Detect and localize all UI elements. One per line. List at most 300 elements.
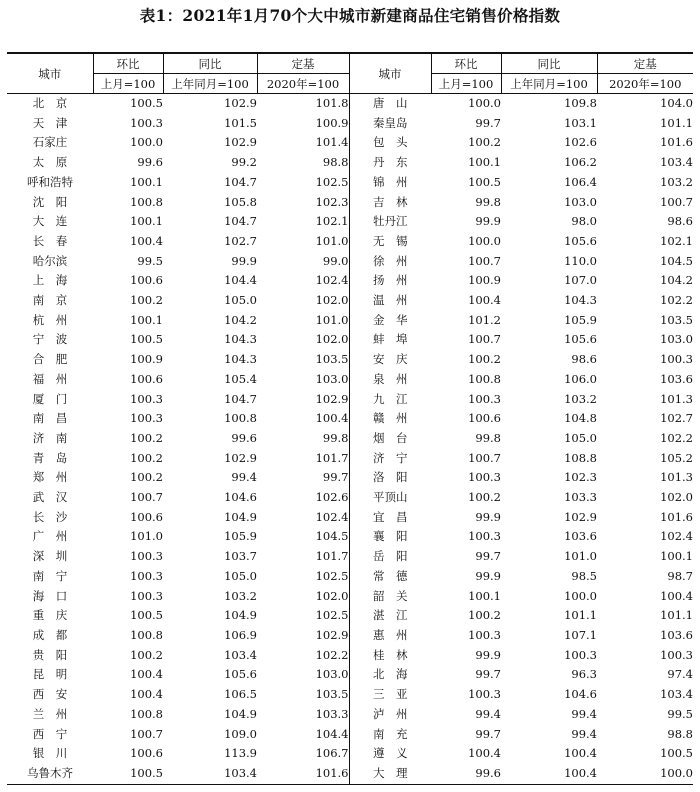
left-fixed-cell: 102.0 — [315, 293, 349, 308]
right-city-cell: 襄 阳 — [349, 527, 431, 547]
right-yoy-base: 上年同月=100 — [501, 74, 597, 94]
right-yoy-cell: 98.0 — [571, 214, 597, 229]
left-mom-cell: 100.4 — [130, 687, 163, 702]
left-fixed-header: 定基 — [257, 53, 349, 74]
right-mom-cell: 99.7 — [475, 115, 501, 130]
right-yoy-cell: 102.3 — [564, 470, 597, 485]
left-yoy-cell: 109.0 — [224, 726, 257, 741]
left-city-cell: 杭 州 — [32, 312, 68, 327]
right-yoy-cell: 98.5 — [571, 568, 597, 583]
left-city-cell: 呼和浩特 — [27, 174, 73, 189]
right-fixed-cell: 100.5 — [660, 746, 693, 761]
right-yoy-cell: 103.2 — [564, 391, 597, 406]
right-city-cell: 扬 州 — [349, 271, 431, 291]
left-fixed-cell: 102.6 — [315, 490, 349, 505]
left-yoy-cell: 105.0 — [224, 293, 257, 308]
right-fixed-cell: 101.1 — [660, 115, 693, 130]
right-yoy-cell: 107.1 — [564, 627, 597, 642]
left-mom-cell: 100.9 — [130, 352, 163, 367]
right-mom-cell: 100.4 — [468, 746, 501, 761]
left-mom-cell: 100.3 — [130, 411, 163, 426]
right-mom-cell: 100.2 — [468, 135, 501, 150]
table-row — [7, 449, 693, 469]
right-fixed-header: 定基 — [597, 53, 693, 74]
right-city-cell: 洛 阳 — [349, 468, 431, 488]
right-yoy-cell: 103.1 — [564, 115, 597, 130]
right-city-cell: 岳 阳 — [349, 547, 431, 567]
left-city-cell: 宁 波 — [32, 332, 68, 347]
right-yoy-cell: 105.0 — [564, 430, 597, 445]
left-yoy-cell: 104.4 — [224, 273, 257, 288]
left-fixed-cell: 104.5 — [315, 529, 349, 544]
left-city-cell: 福 州 — [32, 371, 68, 386]
table-row — [7, 685, 693, 705]
right-fixed-cell: 101.1 — [660, 608, 693, 623]
left-yoy-cell: 102.9 — [224, 96, 257, 110]
table-row — [7, 468, 693, 488]
left-yoy-cell: 102.9 — [224, 135, 257, 150]
left-yoy-header: 同比 — [163, 53, 257, 74]
left-mom-header: 环比 — [93, 53, 163, 74]
left-city-cell: 兰 州 — [32, 706, 68, 721]
table-row — [7, 311, 693, 331]
right-mom-cell: 100.2 — [468, 490, 501, 505]
right-fixed-cell: 100.1 — [660, 549, 693, 564]
right-fixed-cell: 102.2 — [660, 293, 693, 308]
left-fixed-cell: 102.9 — [315, 627, 349, 642]
table-row — [7, 409, 693, 429]
left-mom-cell: 100.3 — [130, 588, 163, 603]
right-mom-cell: 100.5 — [468, 174, 501, 189]
right-fixed-cell: 103.4 — [660, 155, 693, 170]
right-mom-cell: 100.3 — [468, 391, 501, 406]
table-row — [7, 390, 693, 410]
right-mom-cell: 100.8 — [468, 371, 501, 386]
table-row — [7, 153, 693, 173]
left-yoy-cell: 101.5 — [224, 115, 257, 130]
right-city-cell: 牡丹江 — [349, 212, 431, 232]
left-mom-cell: 100.8 — [130, 194, 163, 209]
left-yoy-cell: 103.7 — [224, 549, 257, 564]
right-city-cell: 温 州 — [349, 291, 431, 311]
right-city-cell: 北 海 — [349, 665, 431, 685]
left-mom-cell: 100.5 — [130, 608, 163, 623]
left-yoy-cell: 100.8 — [224, 411, 257, 426]
left-fixed-cell: 104.4 — [315, 726, 349, 741]
right-fixed-cell: 100.0 — [597, 764, 693, 784]
left-city-cell: 南 京 — [32, 293, 68, 308]
left-fixed-cell: 99.7 — [322, 470, 349, 485]
right-city-cell: 赣 州 — [349, 409, 431, 429]
right-city-cell: 平顶山 — [349, 488, 431, 508]
right-city-cell: 金 华 — [349, 311, 431, 331]
left-fixed-cell: 101.0 — [315, 233, 349, 248]
left-fixed-cell: 99.8 — [322, 430, 349, 445]
left-city-cell: 南 宁 — [32, 568, 68, 583]
right-city-cell: 锦 州 — [349, 173, 431, 193]
left-yoy-cell: 106.9 — [224, 627, 257, 642]
right-yoy-cell: 106.4 — [564, 174, 597, 189]
right-yoy-cell: 99.4 — [571, 706, 597, 721]
right-fixed-cell: 100.3 — [660, 352, 693, 367]
left-city-cell: 长 春 — [32, 233, 68, 248]
left-fixed-cell: 102.5 — [315, 568, 349, 583]
right-fixed-cell: 101.3 — [660, 391, 693, 406]
right-yoy-cell: 107.0 — [564, 273, 597, 288]
right-city-cell: 南 充 — [349, 725, 431, 745]
right-city-cell: 遵 义 — [349, 744, 431, 764]
right-fixed-cell: 102.2 — [660, 430, 693, 445]
left-mom-cell: 100.4 — [130, 233, 163, 248]
left-mom-cell: 100.4 — [130, 667, 163, 682]
left-fixed-cell: 101.4 — [315, 135, 349, 150]
left-mom-cell: 100.0 — [130, 135, 163, 150]
left-city-cell: 银 川 — [32, 746, 68, 761]
left-yoy-cell: 104.9 — [224, 706, 257, 721]
left-yoy-cell: 104.6 — [224, 490, 257, 505]
right-yoy-cell: 100.4 — [501, 764, 597, 784]
left-yoy-cell: 106.5 — [224, 687, 257, 702]
left-fixed-cell: 102.3 — [315, 194, 349, 209]
table-body — [7, 94, 693, 785]
left-mom-cell: 100.7 — [130, 490, 163, 505]
right-yoy-cell: 102.9 — [564, 509, 597, 524]
right-city-cell: 丹 东 — [349, 153, 431, 173]
left-mom-cell: 100.5 — [130, 96, 163, 110]
left-mom-cell: 99.6 — [137, 155, 163, 170]
left-city-header: 城市 — [7, 53, 93, 94]
left-city-cell: 青 岛 — [32, 450, 68, 465]
right-mom-cell: 100.3 — [468, 687, 501, 702]
left-fixed-cell: 102.0 — [315, 332, 349, 347]
right-mom-cell: 100.2 — [468, 608, 501, 623]
left-mom-base: 上月=100 — [93, 74, 163, 94]
right-yoy-cell: 100.0 — [564, 588, 597, 603]
left-city-cell: 昆 明 — [32, 667, 68, 682]
left-yoy-cell: 104.9 — [224, 608, 257, 623]
left-city-cell: 广 州 — [32, 529, 68, 544]
right-mom-cell: 100.3 — [468, 627, 501, 642]
left-city-cell: 长 沙 — [32, 509, 68, 524]
table-row — [7, 133, 693, 153]
table-row — [7, 527, 693, 547]
right-yoy-cell: 109.8 — [564, 96, 597, 110]
right-yoy-cell: 105.9 — [564, 312, 597, 327]
left-yoy-cell: 104.7 — [224, 174, 257, 189]
right-fixed-cell: 101.6 — [660, 135, 693, 150]
right-yoy-cell: 104.3 — [564, 293, 597, 308]
right-city-cell: 韶 关 — [349, 587, 431, 607]
right-yoy-cell: 105.6 — [564, 233, 597, 248]
left-city-cell: 郑 州 — [32, 470, 68, 485]
left-yoy-cell: 104.2 — [224, 312, 257, 327]
right-fixed-cell: 102.1 — [660, 233, 693, 248]
left-yoy-cell: 103.4 — [163, 764, 257, 784]
left-mom-cell: 100.6 — [130, 509, 163, 524]
table-row — [7, 193, 693, 213]
left-mom-cell: 100.2 — [130, 450, 163, 465]
table-row — [7, 626, 693, 646]
right-fixed-cell: 103.4 — [660, 687, 693, 702]
table-row — [7, 271, 693, 291]
right-yoy-cell: 103.6 — [564, 529, 597, 544]
table-row — [7, 547, 693, 567]
left-fixed-cell: 98.8 — [322, 155, 349, 170]
right-city-cell: 安 庆 — [349, 350, 431, 370]
left-mom-cell: 100.5 — [93, 764, 163, 784]
table-row — [7, 606, 693, 626]
right-mom-cell: 100.3 — [468, 470, 501, 485]
right-fixed-cell: 105.2 — [660, 450, 693, 465]
right-mom-cell: 99.9 — [475, 509, 501, 524]
right-yoy-cell: 106.0 — [564, 371, 597, 386]
right-yoy-cell: 110.0 — [564, 253, 597, 268]
left-yoy-cell: 105.6 — [224, 667, 257, 682]
left-mom-cell: 101.0 — [130, 529, 163, 544]
table-row — [7, 232, 693, 252]
right-city-cell: 唐 山 — [349, 94, 431, 114]
left-yoy-cell: 105.0 — [224, 568, 257, 583]
right-yoy-cell: 104.6 — [564, 687, 597, 702]
right-fixed-cell: 103.6 — [660, 627, 693, 642]
table-row — [7, 114, 693, 134]
table-row — [7, 94, 693, 114]
right-mom-base: 上月=100 — [431, 74, 501, 94]
right-fixed-cell: 101.3 — [660, 470, 693, 485]
left-yoy-cell: 102.7 — [224, 233, 257, 248]
left-mom-cell: 100.6 — [130, 371, 163, 386]
table-header — [7, 53, 693, 94]
right-fixed-cell: 100.4 — [660, 588, 693, 603]
left-fixed-cell: 102.4 — [315, 273, 349, 288]
right-city-cell: 烟 台 — [349, 429, 431, 449]
right-yoy-header: 同比 — [501, 53, 597, 74]
table-row — [7, 705, 693, 725]
right-mom-cell: 99.4 — [475, 706, 501, 721]
right-city-cell: 桂 林 — [349, 646, 431, 666]
left-yoy-cell: 103.2 — [224, 588, 257, 603]
right-mom-cell: 99.9 — [475, 647, 501, 662]
right-fixed-cell: 100.7 — [660, 194, 693, 209]
table-row — [7, 350, 693, 370]
right-mom-cell: 100.7 — [468, 450, 501, 465]
table-row — [7, 764, 693, 784]
left-yoy-cell: 102.9 — [224, 450, 257, 465]
left-fixed-cell: 103.3 — [315, 706, 349, 721]
left-city-cell: 武 汉 — [32, 490, 68, 505]
right-mom-cell: 99.6 — [431, 764, 501, 784]
right-mom-header: 环比 — [431, 53, 501, 74]
table-row — [7, 252, 693, 272]
right-fixed-cell: 100.3 — [660, 647, 693, 662]
right-city-cell: 包 头 — [349, 133, 431, 153]
right-yoy-cell: 101.0 — [564, 549, 597, 564]
right-mom-cell: 100.0 — [468, 233, 501, 248]
right-mom-cell: 99.9 — [475, 568, 501, 583]
table-row — [7, 587, 693, 607]
right-mom-cell: 99.7 — [475, 667, 501, 682]
right-city-cell: 宜 昌 — [349, 508, 431, 528]
left-yoy-cell: 104.7 — [224, 214, 257, 229]
left-yoy-cell: 99.2 — [231, 155, 257, 170]
right-mom-cell: 100.3 — [468, 529, 501, 544]
right-mom-cell: 99.9 — [475, 214, 501, 229]
left-fixed-cell: 101.6 — [257, 764, 349, 784]
left-fixed-cell: 103.5 — [315, 352, 349, 367]
left-city-cell: 哈尔滨 — [32, 253, 68, 268]
left-mom-cell: 99.5 — [137, 253, 163, 268]
left-fixed-cell: 99.0 — [322, 253, 349, 268]
left-fixed-cell: 102.5 — [315, 608, 349, 623]
left-fixed-cell: 103.5 — [315, 687, 349, 702]
right-yoy-cell: 98.6 — [571, 352, 597, 367]
left-fixed-cell: 100.4 — [315, 411, 349, 426]
right-city-cell: 蚌 埠 — [349, 330, 431, 350]
table-row — [7, 173, 693, 193]
left-yoy-cell: 103.4 — [224, 647, 257, 662]
right-yoy-cell: 99.4 — [571, 726, 597, 741]
right-city-cell: 泉 州 — [349, 370, 431, 390]
right-yoy-cell: 96.3 — [571, 667, 597, 682]
right-fixed-base: 2020年=100 — [597, 74, 693, 94]
right-mom-cell: 99.7 — [475, 726, 501, 741]
left-fixed-cell: 102.4 — [315, 509, 349, 524]
left-fixed-cell: 102.0 — [315, 588, 349, 603]
left-fixed-base: 2020年=100 — [257, 74, 349, 94]
right-mom-cell: 100.1 — [468, 155, 501, 170]
right-yoy-cell: 101.1 — [564, 608, 597, 623]
left-mom-cell: 100.1 — [130, 214, 163, 229]
right-city-cell: 湛 江 — [349, 606, 431, 626]
right-fixed-cell: 99.5 — [667, 706, 693, 721]
right-fixed-cell: 103.0 — [660, 332, 693, 347]
left-mom-cell: 100.3 — [130, 549, 163, 564]
left-yoy-cell: 104.7 — [224, 391, 257, 406]
table-row — [7, 665, 693, 685]
left-city-cell: 北 京 — [32, 96, 68, 110]
left-mom-cell: 100.3 — [130, 391, 163, 406]
left-mom-cell: 100.2 — [130, 647, 163, 662]
left-mom-cell: 100.8 — [130, 706, 163, 721]
left-mom-cell: 100.8 — [130, 627, 163, 642]
right-city-cell: 三 亚 — [349, 685, 431, 705]
right-mom-cell: 99.7 — [475, 549, 501, 564]
left-mom-cell: 100.5 — [130, 332, 163, 347]
left-city-cell: 石家庄 — [32, 135, 68, 150]
left-mom-cell: 100.3 — [130, 115, 163, 130]
right-city-header: 城市 — [349, 53, 431, 94]
left-yoy-cell: 105.9 — [224, 529, 257, 544]
right-fixed-cell: 102.0 — [660, 490, 693, 505]
left-mom-cell: 100.1 — [130, 174, 163, 189]
left-yoy-cell: 99.9 — [231, 253, 257, 268]
right-city-cell: 吉 林 — [349, 193, 431, 213]
right-mom-cell: 100.4 — [468, 293, 501, 308]
right-fixed-cell: 98.6 — [667, 214, 693, 229]
left-fixed-cell: 101.0 — [315, 312, 349, 327]
left-yoy-cell: 104.9 — [224, 509, 257, 524]
left-yoy-cell: 105.4 — [224, 371, 257, 386]
right-fixed-cell: 98.8 — [667, 726, 693, 741]
table-row — [7, 291, 693, 311]
table-row — [7, 508, 693, 528]
price-index-table — [7, 52, 693, 785]
left-fixed-cell: 101.8 — [315, 96, 349, 110]
right-fixed-cell: 103.6 — [660, 371, 693, 386]
left-yoy-cell: 99.6 — [231, 430, 257, 445]
right-fixed-cell: 104.2 — [660, 273, 693, 288]
left-city-cell: 成 都 — [32, 627, 68, 642]
table-row — [7, 429, 693, 449]
right-yoy-cell: 105.6 — [564, 332, 597, 347]
left-fixed-cell: 103.0 — [315, 667, 349, 682]
left-city-cell: 重 庆 — [32, 608, 68, 623]
left-city-cell: 太 原 — [32, 155, 68, 170]
right-yoy-cell: 100.3 — [564, 647, 597, 662]
right-fixed-cell: 102.7 — [660, 411, 693, 426]
left-city-cell: 天 津 — [32, 115, 68, 130]
left-mom-cell: 100.2 — [130, 293, 163, 308]
right-fixed-cell: 104.0 — [660, 96, 693, 110]
left-fixed-cell: 102.2 — [315, 647, 349, 662]
left-city-cell: 济 南 — [32, 430, 68, 445]
right-fixed-cell: 101.6 — [660, 509, 693, 524]
right-city-cell: 无 锡 — [349, 232, 431, 252]
right-yoy-cell: 103.0 — [564, 194, 597, 209]
right-fixed-cell: 98.7 — [667, 568, 693, 583]
left-city-cell: 大 连 — [32, 214, 68, 229]
left-mom-cell: 100.3 — [130, 568, 163, 583]
left-city-cell: 合 肥 — [32, 352, 68, 367]
left-city-cell: 贵 阳 — [32, 647, 68, 662]
table-row — [7, 370, 693, 390]
table-row — [7, 744, 693, 764]
left-mom-cell: 100.1 — [130, 312, 163, 327]
right-yoy-cell: 100.4 — [564, 746, 597, 761]
table-row — [7, 567, 693, 587]
right-yoy-cell: 108.8 — [564, 450, 597, 465]
left-yoy-cell: 113.9 — [224, 746, 257, 761]
left-mom-cell: 100.6 — [130, 746, 163, 761]
right-yoy-cell: 102.6 — [564, 135, 597, 150]
right-mom-cell: 100.0 — [468, 96, 501, 110]
right-city-cell: 秦皇岛 — [349, 114, 431, 134]
left-fixed-cell: 102.1 — [315, 214, 349, 229]
left-city-cell: 西 宁 — [32, 726, 68, 741]
left-fixed-cell: 101.7 — [315, 549, 349, 564]
right-city-cell: 泸 州 — [349, 705, 431, 725]
left-fixed-cell: 102.9 — [315, 391, 349, 406]
right-mom-cell: 100.1 — [468, 588, 501, 603]
right-city-cell: 大 理 — [349, 764, 431, 784]
left-fixed-cell: 101.7 — [315, 450, 349, 465]
left-mom-cell: 100.7 — [130, 726, 163, 741]
right-mom-cell: 99.8 — [475, 430, 501, 445]
left-yoy-cell: 99.4 — [231, 470, 257, 485]
table-row — [7, 646, 693, 666]
table-row — [7, 212, 693, 232]
right-fixed-cell: 97.4 — [667, 667, 693, 682]
right-yoy-cell: 104.8 — [564, 411, 597, 426]
right-fixed-cell: 102.4 — [660, 529, 693, 544]
left-yoy-cell: 104.3 — [224, 332, 257, 347]
left-mom-cell: 100.2 — [130, 470, 163, 485]
table-row — [7, 330, 693, 350]
right-mom-cell: 100.9 — [468, 273, 501, 288]
right-city-cell: 惠 州 — [349, 626, 431, 646]
right-city-cell: 徐 州 — [349, 252, 431, 272]
right-mom-cell: 100.2 — [468, 352, 501, 367]
